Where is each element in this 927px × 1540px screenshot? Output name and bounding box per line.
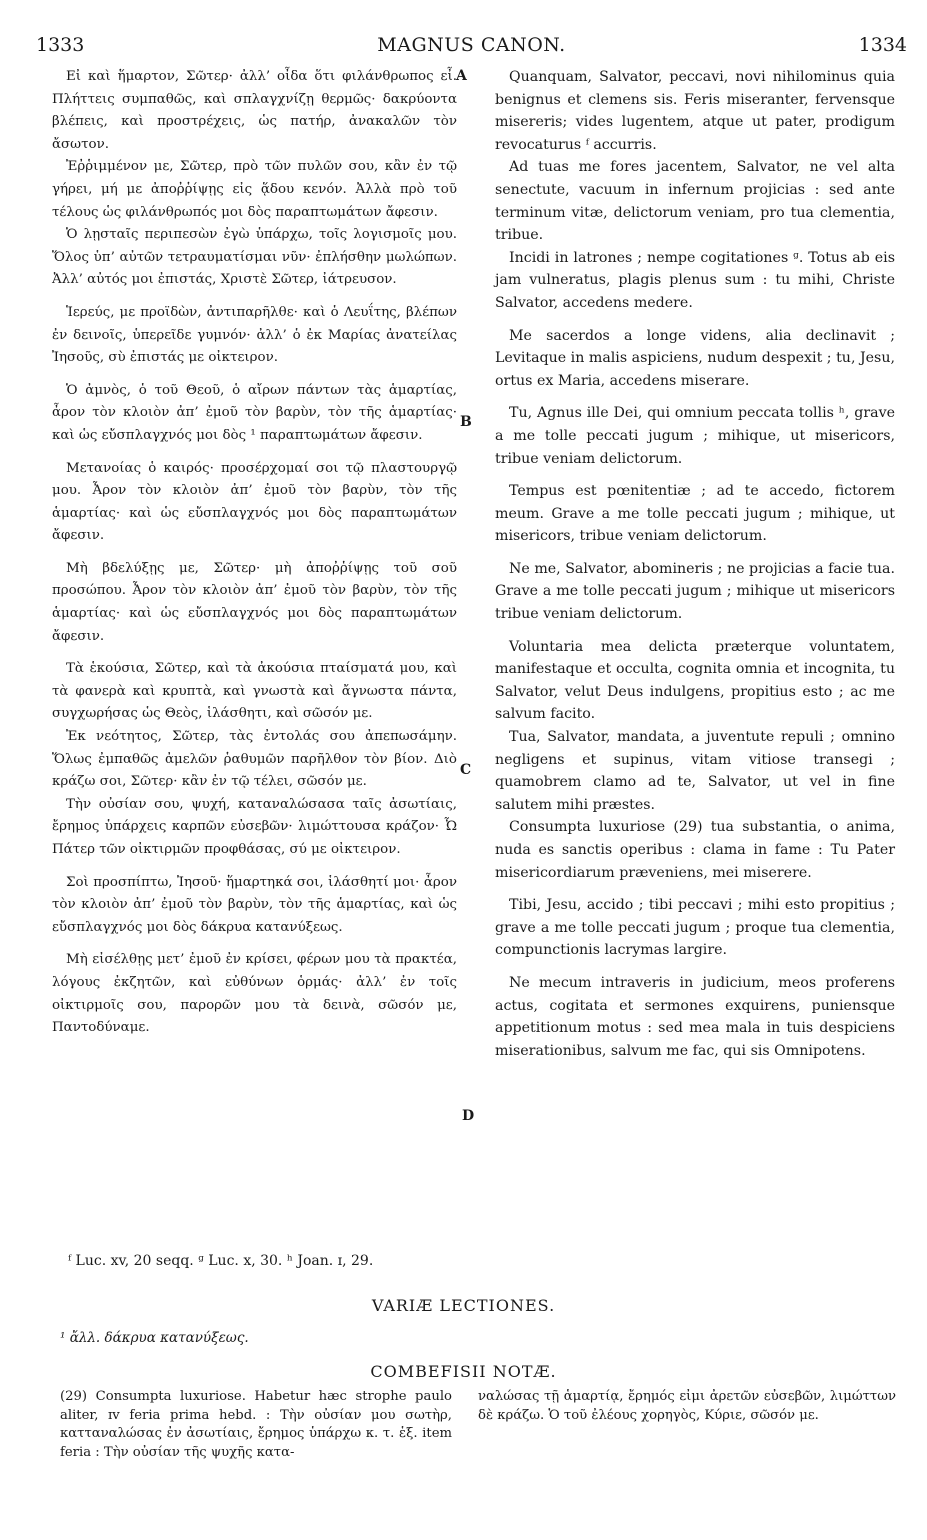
margin-marker-a: A	[456, 68, 467, 84]
page-number-left: 1333	[36, 34, 85, 56]
latin-strophe: Ad tuas me fores jacentem, Salvator, ne vel alta senectute, vacuum in infernum projicias : sed ante terminum vitæ, delictorum veniam, pro tua clementia, tribue.	[495, 159, 895, 244]
latin-strophe: Me sacerdos a longe videns, alia declinavit ; Levitaque in malis aspiciens, nudum despexit ; tu, Jesu, ortus ex Maria, accedens miserare.	[495, 327, 895, 389]
margin-marker-d: D	[462, 1108, 475, 1124]
greek-strophe: Μὴ βδελύξῃς με, Σῶτερ· μὴ ἀποῤῥίψῃς τοῦ σοῦ προσώπου. Ἆρον τὸν κλοιὸν ἀπ’ ἐμοῦ τὸν βαρὺν, τὸν τῆς ἁμαρτίας· καὶ ὡς εὔσπλαγχνός μοι δὸς παραπτωμάτων ἄφεσιν.	[52, 560, 457, 644]
latin-strophe: Incidi in latrones ; nempe cogitationes ᵍ. Totus ab eis jam vulneratus, plagis plenus sum : tu mihi, Christe Salvator, accedens medere.	[495, 249, 895, 311]
greek-strophe: Εἰ καὶ ἥμαρτον, Σῶτερ· ἀλλ’ οἶδα ὅτι φιλάνθρωπος εἶ. Πλήττεις συμπαθῶς, καὶ σπλαγχνίζῃ θερμῶς· δακρύοντα βλέπεις, καὶ προστρέχεις, ὡς πατήρ, ἀνακαλῶν τὸν ἄσωτον.	[52, 69, 457, 152]
latin-strophe: Tibi, Jesu, accido ; tibi peccavi ; mihi esto propitius ; grave a me tolle peccati jugum ; proque tua clementia, compunctionis lacrymas largire.	[495, 897, 895, 959]
greek-column	[52, 66, 457, 1040]
latin-strophe: Ne me, Salvator, abomineris ; ne projicias a facie tua. Grave a me tolle peccati jugum ; mihique ut misericors tribue veniam delictorum.	[495, 560, 895, 623]
combefisii-note-right	[478, 1388, 896, 1425]
note-text: (29) Consumpta luxuriose. Habetur hæc strophe paulo aliter, ɪᴠ feria prima hebd. : Τὴν οὐσίαν μου σωτὴρ, κατταναλώσας ἐν ἀσωτίαις, ἔρημος ὑπάρχω κ. τ. ἑξ. item feria : Τὴν οὐσίαν τῆς ψυχῆς κατα-	[60, 1389, 452, 1460]
greek-strophe: Ὁ ἀμνὸς, ὁ τοῦ Θεοῦ, ὁ αἴρων πάντων τὰς ἁμαρτίας, ἆρον τὸν κλοιὸν ἀπ’ ἐμοῦ τὸν βαρὺν, τὸν τῆς ἁμαρτίας· καὶ ὡς εὔσπλαγχνός μοι δὸς ¹ παραπτωμάτων ἄφεσιν.	[52, 382, 457, 443]
greek-strophe: Ἱερεύς, με προϊδὼν, ἀντιπαρῆλθε· καὶ ὁ Λευΐτης, βλέπων ἐν δεινοῖς, ὑπερεῖδε γυμνόν· ἀλλ’ ὁ ἐκ Μαρίας ἀνατείλας Ἰησοῦς, σὺ ἐπιστάς με οἰκτειρον.	[52, 304, 457, 366]
page-number-right: 1334	[858, 34, 907, 56]
greek-strophe: Ἐκ νεότητος, Σῶτερ, τὰς ἐντολάς σου ἀπεπωσάμην. Ὅλως ἐμπαθῶς ἀμελῶν ῥαθυμῶν παρῆλθον τὸν βίον. Διὸ κράζω σοι, Σῶτερ· κἂν ἐν τῷ τέλει, σῶσόν με.	[52, 729, 457, 790]
margin-marker-b: B	[460, 414, 472, 430]
latin-strophe: Tua, Salvator, mandata, a juventute repuli ; omnino negligens et supinus, vitam vitiose transegi ; quamobrem clamo ad te, Salvator, ut vel in fine salutem mihi præstes.	[495, 729, 895, 813]
margin-marker-c: C	[460, 762, 472, 778]
greek-strophe: Τὰ ἑκούσια, Σῶτερ, καὶ τὰ ἀκούσια πταίσματά μου, καὶ τὰ φανερὰ καὶ κρυπτὰ, καὶ γνωστὰ καὶ ἄγνωστα πάντα, συγχωρήσας ὡς Θεὸς, ἱλάσθητι, καὶ σῶσόν με.	[52, 661, 457, 722]
latin-strophe: Quanquam, Salvator, peccavi, novi nihilominus quia benignus et clemens sis. Feris miseranter, fervensque misereris; vides lugentem, atque ut pater, prodigum revocaturus ᶠ accurris.	[495, 69, 895, 153]
combefisii-note-left	[60, 1388, 452, 1462]
running-header	[36, 34, 907, 64]
variae-lectiones-text: ¹ ἄλλ. δάκρυα κατανύξεως.	[60, 1330, 249, 1346]
latin-strophe: Voluntaria mea delicta præterque voluntatem, manifestaque et occulta, cognita omnia et incognita, tu Salvator, velut Deus indulgens, propitius esto ; ac me salvum facito.	[495, 638, 895, 723]
scripture-footnotes: ᶠ Luc. xv, 20 seqq. ᵍ Luc. x, 30. ʰ Joan. ɪ, 29.	[68, 1253, 374, 1269]
latin-column	[495, 66, 895, 1062]
greek-strophe: Μετανοίας ὁ καιρός· προσέρχομαί σοι τῷ πλαστουργῷ μου. Ἆρον τὸν κλοιὸν ἀπ’ ἐμοῦ τὸν βαρὺν, τὸν τῆς ἁμαρτίας· καὶ ὡς εὔσπλαγχνός μοι δὸς παραπτωμάτων ἄφεσιν.	[52, 460, 457, 544]
latin-strophe: Tempus est pœnitentiæ ; ad te accedo, fictorem meum. Grave a me tolle peccati jugum ; mihique, ut misericors, tribue veniam delictorum.	[495, 483, 895, 545]
latin-strophe: Ne mecum intraveris in judicium, meos proferens actus, cogitata et sermones exquirens, puniensque appetitionum motus : sed mea mala in tuis despiciens miserationibus, salvum me fac, qui sis Omnipotens.	[495, 974, 895, 1059]
greek-strophe: Ὁ λῃσταῖς περιπεσὼν ἐγὼ ὑπάρχω, τοῖς λογισμοῖς μου. Ὅλος ὑπ’ αὐτῶν τετραυματίσμαι νῦν· ἐπλήσθην μωλώπων. Ἀλλ’ αὐτός μοι ἐπιστάς, Χριστὲ Σῶτερ, ἰάτρευσον.	[52, 227, 457, 288]
latin-strophe: Consumpta luxuriose (29) tua substantia, o anima, nuda es sanctis operibus : clama in fame : Tu Pater misericordiarum præveniens, mei miserere.	[495, 819, 895, 881]
note-text: ναλώσας τῇ ἁμαρτίᾳ, ἔρημός εἰμι ἀρετῶν εὐσεβῶν, λιμώττων δὲ κράζω. Ὁ τοῦ ἐλέους χορηγὸς, Κύριε, σῶσόν με.	[478, 1389, 896, 1423]
latin-strophe: Tu, Agnus ille Dei, qui omnium peccata tollis ʰ, grave a me tolle peccati jugum ; mihique, ut misericors, tribue veniam delictorum.	[495, 405, 895, 467]
combefisii-notae-heading: COMBEFISII NOTÆ.	[370, 1362, 557, 1381]
greek-strophe: Μὴ εἰσέλθῃς μετ’ ἐμοῦ ἐν κρίσει, φέρων μου τὰ πρακτέα, λόγους ἐκζητῶν, καὶ εὐθύνων ὁρμάς· ἀλλ’ ἐν τοῖς οἰκτιρμοῖς σου, παρορῶν μου τὰ δεινὰ, σῶσόν με, Παντοδύναμε.	[52, 952, 457, 1036]
greek-strophe: Σοὶ προσπίπτω, Ἰησοῦ· ἥμαρτηκά σοι, ἱλάσθητί μοι· ἆρον τὸν κλοιὸν ἀπ’ ἐμοῦ τὸν βαρὺν, τὸν τῆς ἁμαρτίας, καὶ ὡς εὔσπλαγχνός μοι δὸς δάκρυα κατανύξεως.	[52, 874, 457, 935]
greek-strophe: Ἐῤῥιμμένον με, Σῶτερ, πρὸ τῶν πυλῶν σου, κἂν ἐν τῷ γήρει, μή με ἀποῤῥίψῃς εἰς ᾅδου κενόν. Ἀλλὰ πρὸ τοῦ τέλους ὡς φιλάνθρωπός μοι δὸς παραπτωμάτων ἄφεσιν.	[52, 159, 457, 220]
running-title: MAGNUS CANON.	[377, 34, 566, 56]
variae-lectiones-heading: VARIÆ LECTIONES.	[371, 1296, 556, 1315]
greek-strophe: Τὴν οὐσίαν σου, ψυχή, καταναλώσασα ταῖς ἀσωτίαις, ἔρημος ὑπάρχεις καρπῶν εὐσεβῶν· λιμώττουσα κράζον· Ὦ Πάτερ τῶν οἰκτιρμῶν προφθάσας, σύ με οἰκτειρον.	[52, 796, 457, 857]
